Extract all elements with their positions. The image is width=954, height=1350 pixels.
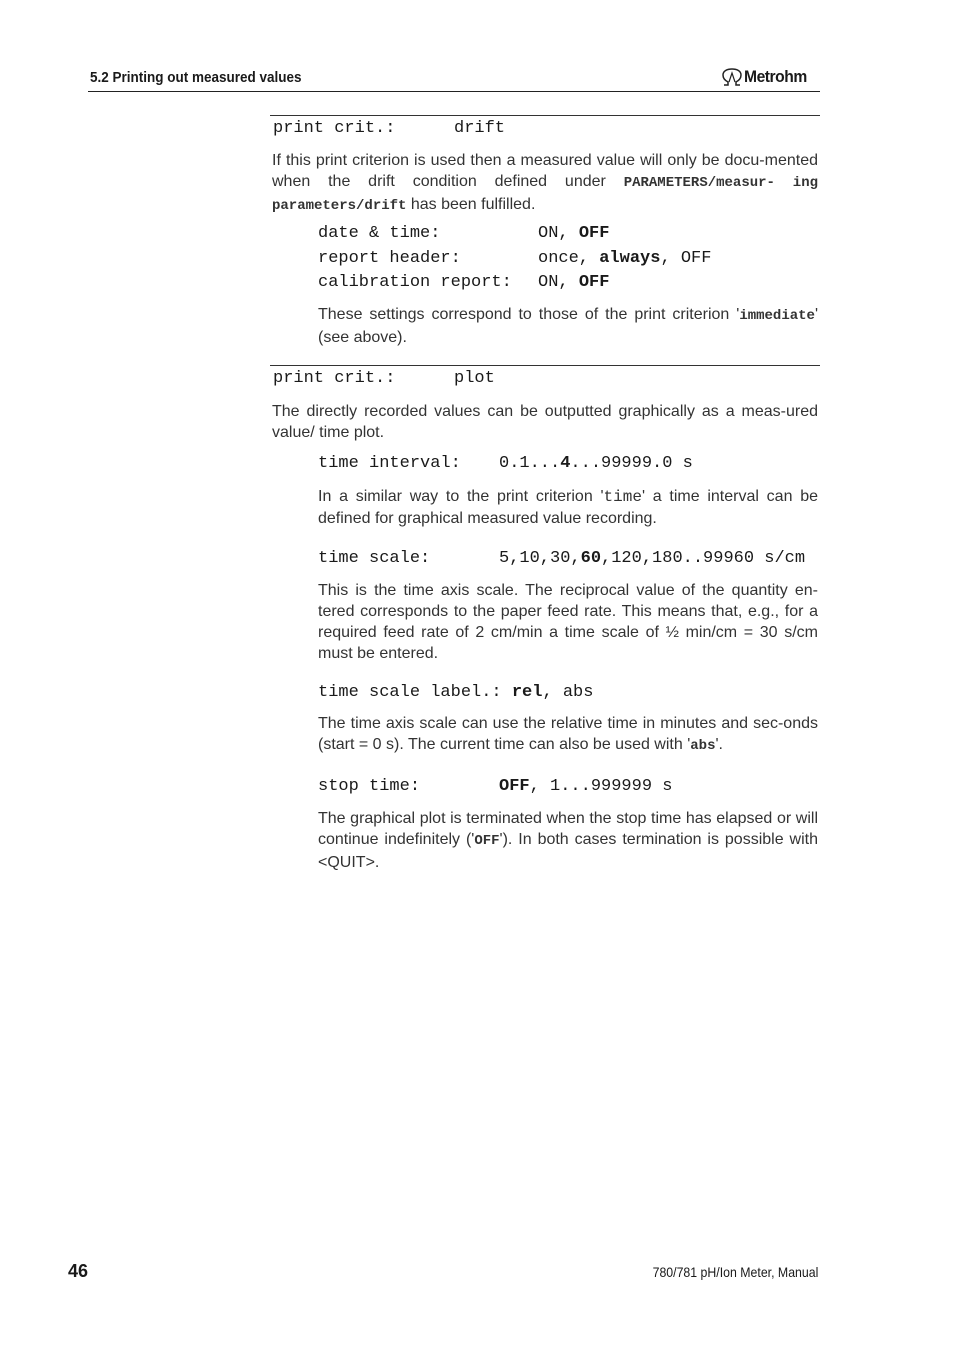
brand-logo xyxy=(720,66,812,88)
drift-criterion-row xyxy=(273,116,506,141)
stop-time-label: stop time: xyxy=(318,777,421,796)
stop-time-desc-code: OFF xyxy=(474,833,500,849)
drift-intro-code-1: PARAMETERS/measur- xyxy=(623,175,775,191)
date-time-options: ON, OFF xyxy=(538,224,610,243)
time-scale-label-desc: The time axis scale can use the relative time in minutes and sec-onds (start = 0 s). The current time can also be used with 'abs'. xyxy=(318,715,818,754)
page-number: 46 xyxy=(68,1261,89,1281)
calibration-report-row xyxy=(318,270,610,295)
time-interval-options: 0.1...4...99999.0 s xyxy=(499,454,693,473)
report-header-label: report header: xyxy=(318,249,461,268)
time-interval-row xyxy=(318,451,693,476)
date-time-row xyxy=(318,221,610,246)
report-header-options: once, always, OFF xyxy=(538,249,712,268)
manual-title: 780/781 pH/Ion Meter, Manual xyxy=(652,1264,818,1280)
time-scale-desc: This is the time axis scale. The reciprocal value of the quantity en-tered corresponds to the paper feed rate. This means that, e.g., for a required feed rate of 2 cm/min a time scale of ½ min/cm = 30 s/cm must be entered. xyxy=(318,582,818,662)
time-scale-row xyxy=(318,546,806,571)
drift-intro: If this print criterion is used then a measured value will only be docu-mented when the drift condition defined under PARAMETERS/measur- ing parameters/drift has been fulfilled. xyxy=(272,152,819,214)
calibration-report-label: calibration report: xyxy=(318,273,512,292)
date-time-label: date & time: xyxy=(318,224,441,243)
time-interval-desc: In a similar way to the print criterion 'time' a time interval can be defined for graphical measured value recording. xyxy=(318,488,818,527)
time-scale-label-options: rel, abs xyxy=(511,683,594,702)
plot-intro: The directly recorded values can be outputted graphically as a meas-ured value/ time plot. xyxy=(272,403,818,441)
time-scale-label-label: time scale label.: xyxy=(318,683,502,702)
plot-criterion-value: plot xyxy=(454,369,495,388)
time-scale-options: 5,10,30,60,120,180..99960 s/cm xyxy=(499,549,806,568)
time-scale-label: time scale: xyxy=(318,549,431,568)
omega-icon xyxy=(720,67,744,87)
brand-name: Metrohm xyxy=(744,67,807,86)
stop-time-row xyxy=(318,774,673,799)
plot-criterion-label: print crit.: xyxy=(273,369,396,388)
plot-criterion-row xyxy=(273,366,495,391)
report-header-row xyxy=(318,246,712,271)
stop-time-desc: The graphical plot is terminated when the stop time has elapsed or will continue indefinitely ('OFF'). In both cases termination is possible with <QUIT>. xyxy=(318,810,818,871)
time-scale-label-desc-code: abs xyxy=(690,738,716,754)
drift-criterion-label: print crit.: xyxy=(273,119,396,138)
stop-time-options: OFF, 1...999999 s xyxy=(499,777,673,796)
section-title: 5.2 Printing out measured values xyxy=(90,69,302,86)
drift-criterion-value: drift xyxy=(454,119,506,138)
quit-key: <QUIT> xyxy=(318,854,375,871)
time-scale-label-row xyxy=(318,680,593,705)
time-interval-desc-code: time xyxy=(603,488,642,506)
drift-note: These settings correspond to those of the print criterion 'immediate' (see above). xyxy=(318,306,818,346)
header-rule xyxy=(88,91,820,92)
calibration-report-options: ON, OFF xyxy=(538,273,610,292)
drift-note-code: immediate xyxy=(739,308,815,324)
drift-intro-code-2: ing parameters/drift xyxy=(272,175,819,214)
time-interval-label: time interval: xyxy=(318,454,461,473)
